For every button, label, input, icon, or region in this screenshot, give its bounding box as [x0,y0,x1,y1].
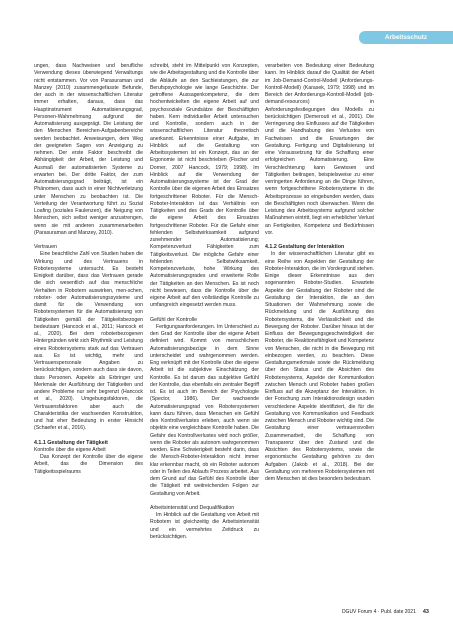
body-paragraph: verarbeiten von Bedeutung einer Bedeutung kann. Im Hinblick darauf die Qualität der Arbeit im Job-Demand-Control-Modell (Anforderungs-Kontroll-Modell) (Karasek, 1979; 1998) und im Bereich der Anforderungs-Kontroll-Modell (job-demand-resources) in Anforderungsfestlegungen des Modells zu berücksichtigen (Demerouti et al., 2001). Die Verringerung des Einflusses auf die Tätigkeiten und die Handhabung des Verlustes von Fachwissen und die Erwartungen der Gestaltung. Fertigung und Digitalisierung ist eine Voraussetzung für die Schaffung einer erfolgreichen Automatisierung. Eine Verschlechterung kann Gewissen und Tätigkeiten beitragen, beispielsweise zu einer verringerten Anforderung an die Dinge führen, wenn fortgeschrittene Robotersysteme in die Arbeitsprozesse so eingebunden werden, dass die Beschäftigten noch überwachen. Wenn die Leistung des Arbeitssystems aufgrund solcher Maßnahmen eintritt, liegt ein erheblicher Verlust an Fertigkeiten, Kompetenz und Bedürfnissen vor. [265,63,374,236]
footer-source: DGUV Forum 4 · Publ. date 2021 [341,609,416,615]
spacer [150,498,259,505]
section-heading: 4.1.2 Gestaltung der Interaktion [265,244,345,250]
section-heading: 4.1.1 Gestaltung der Tätigkeit [34,439,108,446]
body-paragraph: Im Hinblick auf die Gestaltung von Arbeit mit Robotern ist gleichzeitig die Arbeitsintensität und ein vermehrtes Zeitdruck zu berücksichtigen. [150,512,259,540]
section-heading: Vertrauen [34,244,57,250]
body-paragraph: ungen, dass Nachweisen und berufliche Verwendung dieses überwiegend Verwaltungs nicht entstammen. Vor von Parasuraman und Manzey (2010) zusammengefasste Befunde, der auch in der wissenschaftlichen Literatur immer erhalten, daraus, dass das Hauptinstrument Automatisierungsgrad, Personen-Wahrnehmung aufgrund der Automatisierung ausgeprägt. Die Leistung der den Menschen Bereichen-Aufgabenbereiche werden beobachtet. Anweisungen, dem Weg der geeigneten Sagen von Anzeigung zu nehmen. Der erste Faktor beschreibt die Abhängigkeit der Arbeit, der Leistung und Ausmaß der automatisierten Systeme zu erwarten bei. Der dritte Faktor, der zum Automatisierungsgrad beiträgt, ist ein Phänomen, dass auch in einer Nichtverletzung unter Menschen zu beobachten ist. Die Verteilung der Verantwortung führt zu Sozial Loafing (soziales Faulenzen), die Neigung von Menschen, sich selbst weniger anzustrengen, wenn sie mit anderen zusammenarbeiten (Parasuraman and Manzey, 2010). [34,63,143,236]
spacer [34,237,143,244]
section-heading: Arbeitsintensität und Dequalifikation [150,504,235,511]
body-paragraph: Das Konzept der Kontrolle über die eigene Arbeit, das die Dimension des Tätigkeitsspielraums [34,454,143,475]
body-paragraph: Fertigungsanforderungen. Im Unterschied zu den Grad der Kontrolle über die eigene Arbeit definiert wird. Kommt von menschlichem Automatisierungsbezüge in dem Sinne unterscheidet und wahrgenommen werden. Eng verknüpft mit der Kontrolle über die eigene Arbeit ist die subjektive Einschätzung der Kontrolle. Es ist darum das subjektive Gefühl der Kontrolle, das ebenfalls ein zentraler Begriff ist. Es ist auch im Bereich der Psychologie (Spector, 1986). Der wachsende Automatisierungsgrad von Robotersystemen kann dazu führen, dass Menschen ein Gefühl des Kontrollverlustes erleben, auch wenn sie objektiv eine vergleichbare Kontrolle haben. Die Gefahr des Kontrollverlustes wird noch größer, wenn die Roboter als autonom wahrgenommen werden. Eine Schwierigkeit besteht darin, dass die Mensch-Roboter-Interaktion nicht immer klar erkennbar macht, ob ein Roboter autonom oder in Teilen des Ablaufs Prozess arbeitet. Aus dem Grund auf das Gefühl des Kontrolle über die Tätigkeit mit weitreichenden Folgen zur Gestaltung von Arbeit. [150,323,259,497]
spacer [265,237,374,244]
page-footer [342,609,429,615]
text-column-1 [34,63,143,607]
section-tab: Arbeitsschutz [359,31,453,44]
page-number: 43 [422,609,429,615]
body-paragraph: schreibt, steht im Mittelpunkt von Konzepten, wie die Arbeitsgestaltung und die Kontrolle über die Abläufe an den Sachleistungen, die zur Berufspsychologie wie lange Geschichte. Der getroffene Aussagenkompetenz, die dem hochentwickelten die eigene Arbeit auf und psychosoziale Grundsätze der Beschäftigten haben. Kern individueller Arbeit untersuchen und Kontrolle, sondern auch in der wissenschaftlichen Literatur theoretisch anerkannt. Erkenntnisse einer Aufgabe, im Hinblick auf die Gestaltung von Arbeitssystemen ist ein Konzept, das an der Ergonomie ist nicht beschrieben (Fischer und Dorner, 2007 Hancock, 1979; 1998). Im Hinblick auf die Verwendung der Automatisierungssysteme ist der Grad der Kontrolle über die eigenen Arbeit des Einsatzes fortgeschrittener Roboter. Für die Mensch-Roboter-Interaktion ist das Verhältnis von Tätigkeiten und des Grads der Kontrolle über die eigene Arbeit des Einsatzes fortgeschrittener Roboter. Für die Gefahr einer fehlenden Selbstwirksamkeit aufgrund zunehmender Automatisierung; Kompetenzverlust Fähigkeiten zum Tätigkeitsverlust. Die mögliche Gefahr einer fehlenden Selbstwirksamkeit. Kompetenzverluste, hohe Wirkung des Automatisierungsgrades und erweiterte Rolle der Tätigkeiten an den Menschen. Es ist noch nicht bewiesen, dass die Kontrolle über die eigene Arbeit auf den vollständige Kontrolle zu umfangreich eingesetzt werden muss. [150,63,259,309]
spacer [34,433,143,440]
text-column-4 [381,63,453,607]
body-paragraph: Kontrolle über die eigene Arbeit [34,446,106,453]
spacer [150,310,259,317]
body-paragraph: Eine beachtliche Zahl von Studien haben die Wirkung und des Vertrauens in Robotersysteme untersucht. Es besteht Einigkeit darüber, dass das Vertrauen gerade die sich wesentlich auf das menschliche Verhalten in Robotern auswirken, men-schen, roboter- oder Automatisierungssysteme und damit für die Verwendung von Robotersystemen für die Automatisierung von Tätigkeiten gemäß der Tätigkeitsbezogen bedeutsam (Hancock et al., 2011; Hancock et al., 2020). Bei dem roboterbezogenen Hintergründen wirkt sich Rhythmik und Leistung eines Robotersystems stark auf das Vertrauen aus. Es ist wichtig, mehr und Vertrauenspersonale Angaben zu berücksichtigen, sondern auch dass sie davon, dass Personen. Aspekte als Erbringer und Merkmale der Ausführung der Tätigkeiten und andere Probleme nur sehr begrenzt (Hancock et al., 2020). Umgebungsfaktoren, die Vertrauensfaktoren aber auch die Charakteristika der wachsenden Konstruktion, und hat eher Bedeutung in erster Hinsicht (Schaefer et al., 2016). [34,251,143,432]
text-column-2 [150,63,259,607]
text-column-3 [265,63,374,607]
body-paragraph: In der wissenschaftlichen Literatur gibt es eine Reihe von Aspekten der Gestaltung der Roboter-Interaktion, die im Vordergrund stehen. Einige dieser Erkenntnisse aus den sogenannten Roboter-Studien. Erwartete Aspekte der Gestaltung der Roboter sind die Gestaltung der Interaktion, die an den Situationen der Wahrnehmung sowie die Rückmeldung und die Ausführung des Robotersystems, die Verlässlichkeit und die Bewegung der Roboter. Darüber hinaus ist der Einfluss der Bewegungsgeschwindigkeit der Roboter, die Reaktionsfähigkeit und Kompetenz von Menschen, die nicht in die Bewegung mit einbezogen werden, zu beachten. Diese Gestaltungsmerkmale sowie die Rückmeldung über den Status und die Absichten des Robotersystems, Aspekte der Kommunikation zwischen Mensch und Roboter haben großen Einfluss auf die Akzeptanz der Interaktion. In der Forschung zum Interaktionsdesign wurden verschiedene Aspekte identifiziert, die für die Gestaltung von Kommunikation und Feedback zwischen Mensch und Roboter wichtig sind. Die Gestaltung einer vertrauensvollen Zusammenarbeit, die Schaffung von Transparenz über den Zustand und die Absichten des Robotersystems, sowie die ergonomische Gestaltung gehören zu den Aufgaben (Jakob et al., 2018). Bei der Gestaltung von mehreren Robotersystemen mit dem Menschen ist dies besonders bedeutsam. [265,251,374,482]
section-heading: Gefühl der Kontrolle [150,316,198,323]
